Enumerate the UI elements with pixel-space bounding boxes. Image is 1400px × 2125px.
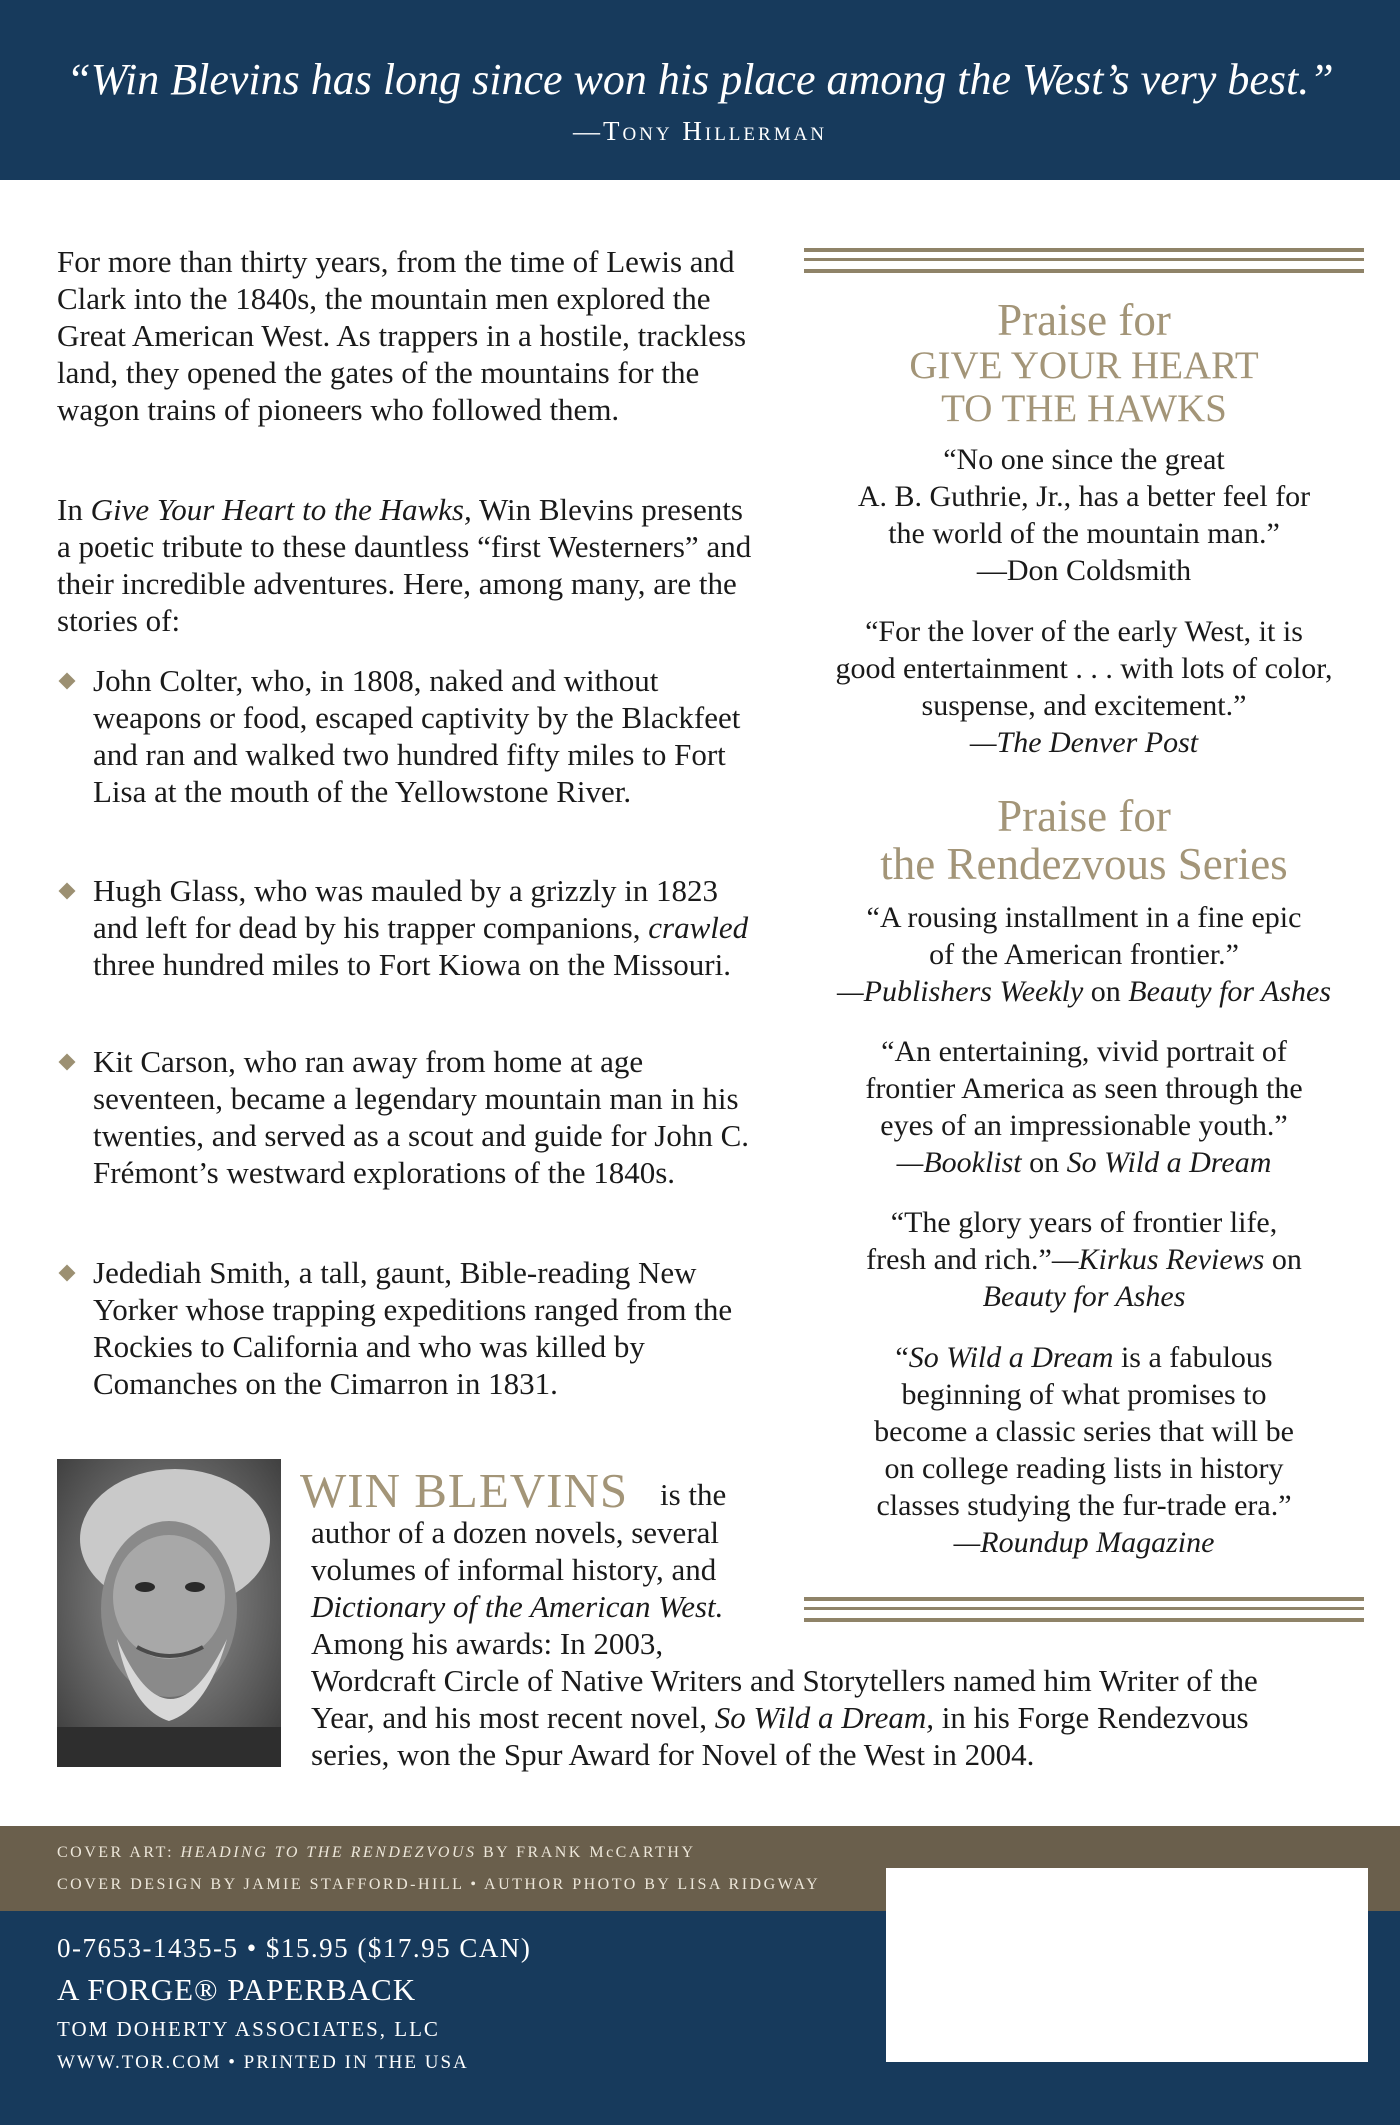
top-banner — [0, 0, 1400, 180]
author-bio-narrow: author of a dozen novels, several volumes of informal history, and Dictionary of the American West. Among his awards: In 2003, — [311, 1515, 724, 1661]
intro-paragraph-2: In Give Your Heart to the Hawks, Win Blevins presents a poetic tribute to these dauntless “first Westerners” and their incredible adventures. Here, among many, are the stories of: — [57, 492, 752, 638]
author-name: WIN BLEVINS — [300, 1463, 629, 1518]
cover-art-credit: COVER ART: HEADING TO THE RENDEZVOUS BY FRANK McCARTHY — [57, 1844, 696, 1861]
imprint-label: A FORGE® PAPERBACK — [57, 1972, 417, 2007]
diamond-bullet-icon — [59, 673, 76, 690]
design-photo-credit: COVER DESIGN BY JAMIE STAFFORD-HILL • AUTHOR PHOTO BY LISA RIDGWAY — [57, 1876, 821, 1893]
review-coldsmith: “No one since the great A. B. Guthrie, Jr., has a better feel for the world of the mountain man.” —Don Coldsmith — [857, 443, 1311, 587]
review-publishers-weekly: “A rousing installment in a fine epic of the American frontier.” —Publishers Weekly on Beauty for Ashes — [836, 901, 1332, 1008]
author-bio-wide: Wordcraft Circle of Native Writers and Storytellers named him Writer of the Year, and his most recent novel, So Wild a Dream, in his Forge Rendezvous series, won the Spur Award for Novel of the West in 2004. — [311, 1663, 1258, 1772]
isbn-price: 0-7653-1435-5 • $15.95 ($17.95 CAN) — [57, 1933, 532, 1963]
author-photo — [57, 1459, 281, 1767]
bullet-john-colter: John Colter, who, in 1808, naked and without weapons or food, escaped captivity by the Blackfeet and ran and walked two hundred fifty miles to Fort Lisa at the mouth of the Yellowstone River. — [57, 662, 757, 810]
ornamental-rule-top — [804, 248, 1364, 273]
diamond-bullet-icon — [59, 1054, 76, 1071]
website-line: WWW.TOR.COM • PRINTED IN THE USA — [57, 2052, 469, 2073]
bullet-kit-carson: Kit Carson, who ran away from home at age seventeen, became a legendary mountain man in his twenties, and served as a scout and guide for John C. Frémont’s westward explorations of the 1840s. — [57, 1043, 757, 1191]
praise-heading-rendezvous: Praise for the Rendezvous Series — [880, 791, 1288, 889]
publisher-name: TOM DOHERTY ASSOCIATES, LLC — [57, 2017, 440, 2041]
review-roundup: “So Wild a Dream is a fabulous beginning of what promises to become a classic series that will be on college reading lists in history classes studying the fur-trade era.” —Roundup Magazine — [874, 1341, 1294, 1559]
author-portrait-image — [57, 1459, 281, 1767]
review-denver-post: “For the lover of the early West, it is good entertainment . . . with lots of color, suspense, and excitement.” —The Denver Post — [835, 615, 1333, 759]
bullet-jedediah-smith: Jedediah Smith, a tall, gaunt, Bible-reading New Yorker whose trapping expeditions ranged from the Rockies to California and who was killed by Comanches on the Cimarron in 1831. — [57, 1254, 757, 1402]
praise-heading-hawks: Praise for GIVE YOUR HEART TO THE HAWKS — [909, 295, 1259, 430]
diamond-bullet-icon — [59, 883, 76, 900]
hillerman-attribution: —Tony Hillerman — [572, 116, 828, 146]
review-booklist: “An entertaining, vivid portrait of frontier America as seen through the eyes of an impressionable youth.” —Booklist on So Wild a Dream — [865, 1035, 1303, 1179]
barcode-area — [886, 1868, 1368, 2062]
review-kirkus: “The glory years of frontier life, fresh and rich.”—Kirkus Reviews on Beauty for Ashes — [866, 1206, 1302, 1313]
hillerman-quote: “Win Blevins has long since won his place among the West’s very best.” — [66, 55, 1334, 104]
book-title: Give Your Heart to the Hawks, — [90, 492, 472, 527]
bio-line-1: is the — [660, 1477, 727, 1512]
intro-paragraph-1: For more than thirty years, from the time of Lewis and Clark into the 1840s, the mountain men explored the Great American West. As trappers in a hostile, trackless land, they opened the gates of the mountains for the wagon trains of pioneers who followed them. — [57, 244, 747, 427]
diamond-bullet-icon — [59, 1265, 76, 1282]
ornamental-rule-bottom — [804, 1597, 1364, 1622]
bullet-hugh-glass: Hugh Glass, who was mauled by a grizzly in 1823 and left for dead by his trapper companions, crawled three hundred miles to Fort Kiowa on the Missouri. — [57, 872, 757, 983]
